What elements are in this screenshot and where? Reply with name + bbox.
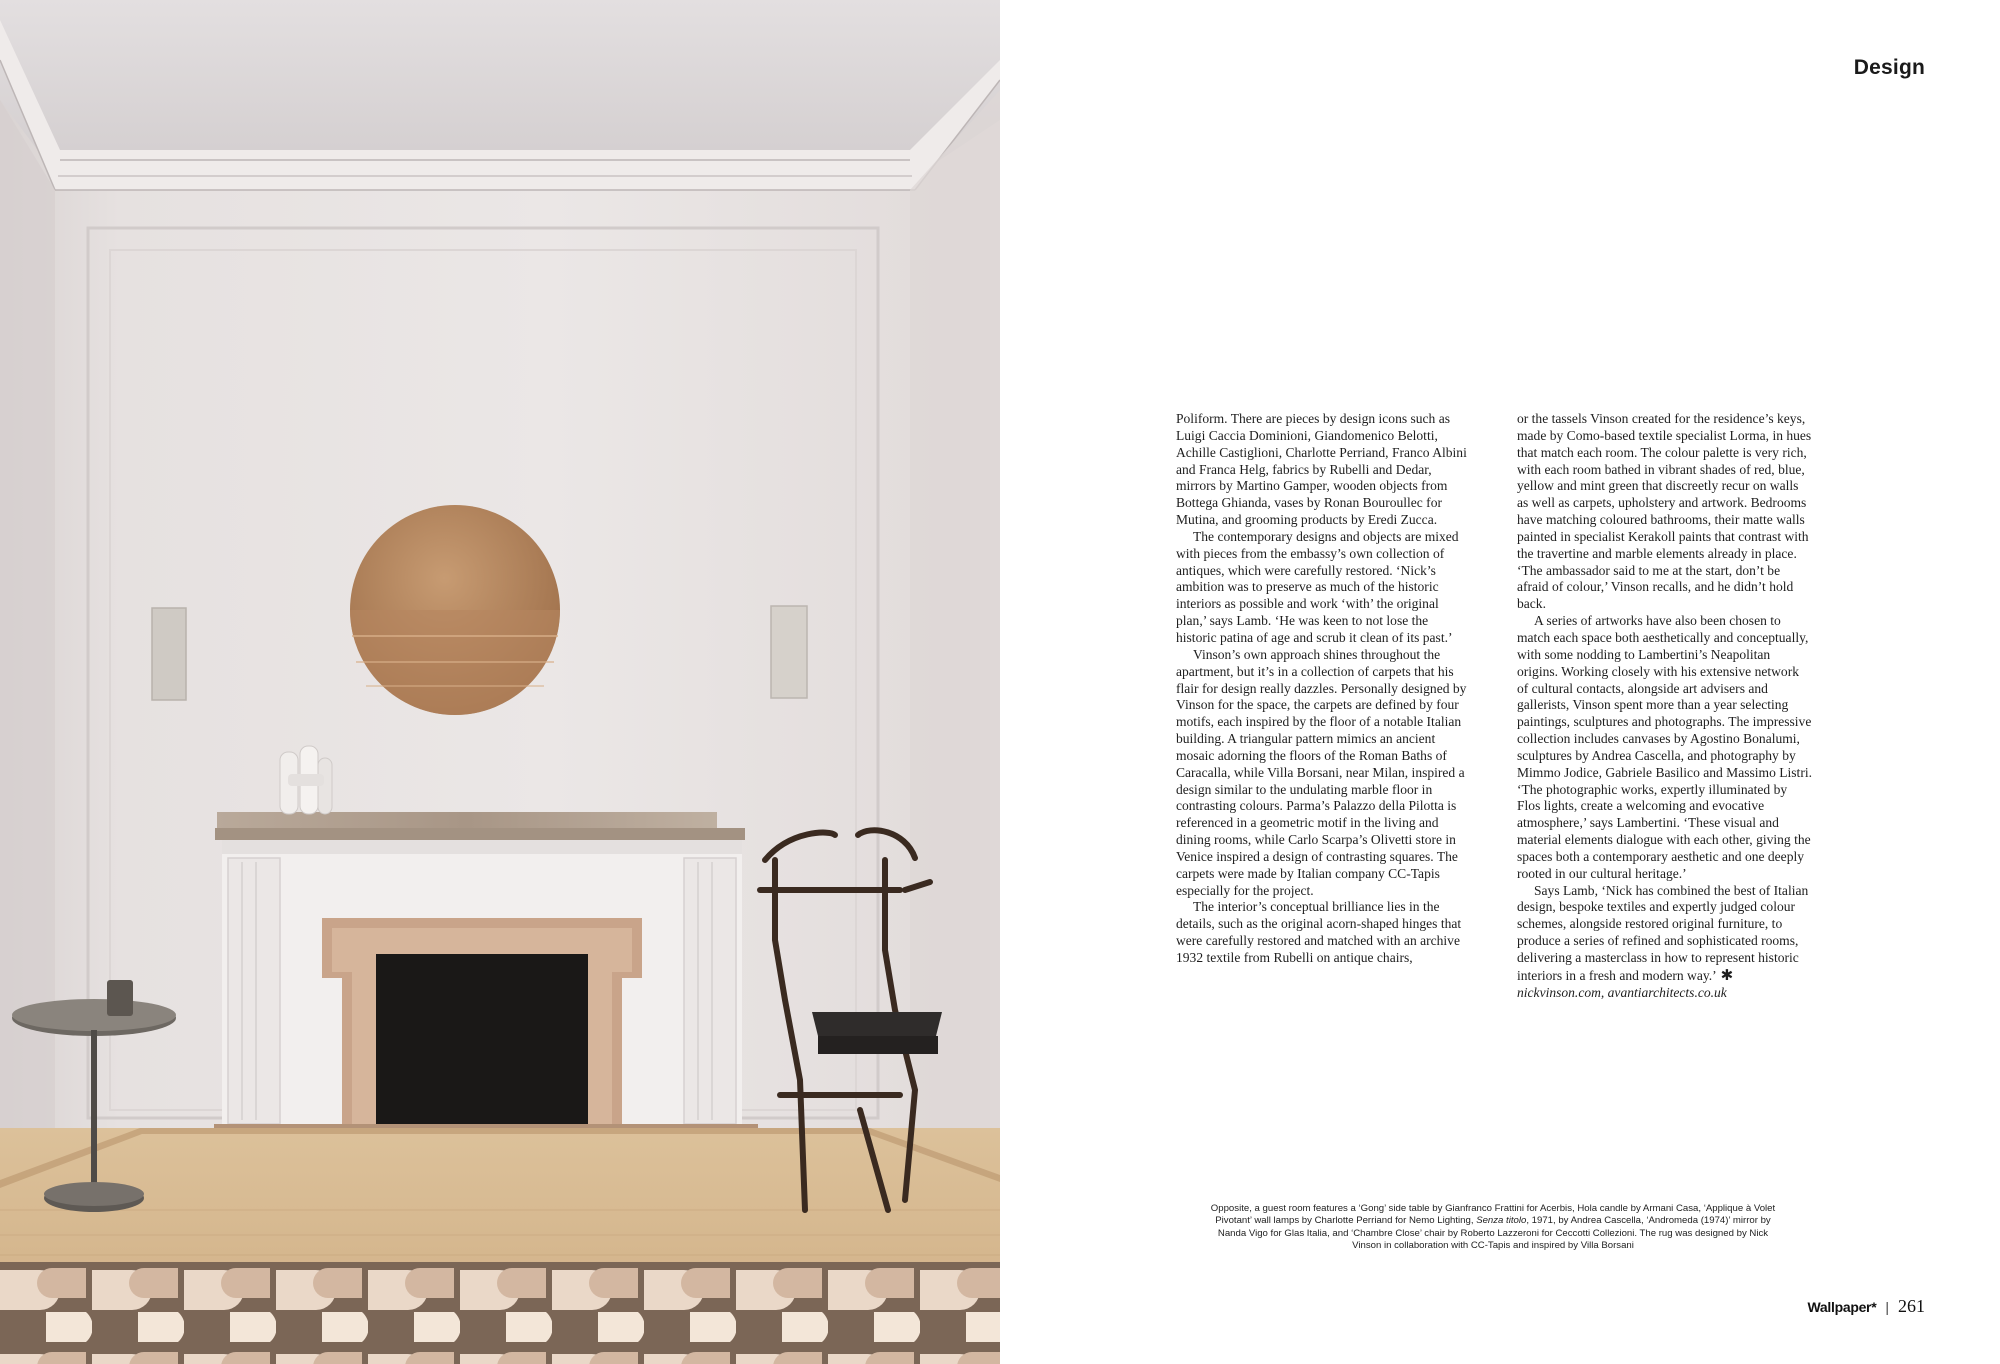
- final-paragraph: [1517, 883, 1813, 985]
- photo-caption: [1208, 1203, 1778, 1253]
- end-mark-icon: ✱: [1720, 965, 1734, 984]
- body-column-1: [1176, 411, 1472, 967]
- text-page: [1000, 0, 2000, 1364]
- section-label: Design: [1853, 56, 1925, 79]
- caption-artwork-title: Senza titolo: [1476, 1215, 1527, 1227]
- paragraph: or the tassels Vinson created for the residence’s keys, made by Como-based textile specialist Lorma, in hues that match each room. The colour palette is very rich, with each room bathed in vibrant shades of red, blue, yellow and mint green that discreetly recur on walls as well as carpets, upholstery and artwork. Bedrooms have matching coloured bathrooms, their matte walls painted in specialist Kerakoll paints that contrast with the travertine and marble elements already in place. ‘The ambassador said to me at the start, don’t be afraid of colour,’ Vinson recalls, and he didn’t hold back.: [1517, 411, 1812, 612]
- paragraph: The interior’s conceptual brilliance lies in the details, such as the original acorn-shaped hinges that were carefully restored and matched with an archive 1932 textile from Rubelli on antique chairs,: [1176, 899, 1462, 965]
- paragraph: A series of artworks have also been chosen to match each space both aesthetically and conceptually, with some nodding to Lambertini’s Neapolitan origins. Working closely with his extensive network of cultural contacts, alongside art advisers and gallerists, Vinson spent more than a year selecting paintings, sculptures and photographs. The impressive collection includes canvases by Agostino Bonalumi, sculptures by Andrea Cascella, and photography by Mimmo Jodice, Gabriele Basilico and Massimo Listri. ‘The photographic works, expertly illuminated by Flos lights, create a welcoming and evocative atmosphere,’ says Lambertini. ‘These visual and material elements dialogue with each other, giving the spaces both a contemporary aesthetic and one deeply rooted in our cultural heritage.’: [1517, 613, 1812, 881]
- paragraph-text: Says Lamb, ‘Nick has combined the best of Italian design, bespoke textiles and expertly judged colour schemes, alongside restored original furniture, to produce a series of refined and sophisticated rooms, delivering a masterclass in how to represent historic interiors in a fresh and modern way.’: [1517, 882, 1809, 983]
- body-column-2: [1517, 411, 1813, 1002]
- website-credits: nickvinson.com, avantiarchitects.co.uk: [1517, 984, 1727, 1000]
- paragraph: Vinson’s own approach shines throughout the apartment, but it’s in a collection of carpets that his flair for design really dazzles. Personally designed by Vinson for the space, the carpets are defined by four motifs, each inspired by the floor of a notable Italian building. A triangular pattern mimics an ancient mosaic adorning the floors of the Roman Baths of Caracalla, while Villa Borsani, near Milan, inspired a design similar to the undulating marble floor in contrasting colours. Parma’s Palazzo della Pilotta is referenced in a geometric motif in the living and dining rooms, while Carlo Scarpa’s Olivetti store in Venice inspired a design of contrasting squares. The carpets were made by Italian company CC-Tapis especially for the project.: [1176, 646, 1467, 898]
- caption-text-end: , 1971, by Andrea Cascella, ‘Andromeda (1974)’ mirror by Nanda Vigo for Glas Italia, and ‘Chambre Close’ chair by Roberto Lazzeroni for Ceccotti Collezioni. The rug was designed by Nick Vinson in collaboration with CC-Tapis and inspired by Villa Borsani: [1217, 1215, 1771, 1252]
- paragraph: The contemporary designs and objects are mixed with pieces from the embassy’s own collection of antiques, which were carefully restored. ‘Nick’s ambition was to preserve as much of the historic interiors as possible and work ‘with’ the original plan,’ says Lamb. ‘He was keen to not lose the historic patina of age and scrub it clean of its past.’: [1176, 528, 1459, 645]
- magazine-logo: Wallpaper*: [1807, 1299, 1877, 1315]
- paragraph: Poliform. There are pieces by design icons such as Luigi Caccia Dominioni, Giandomenico Belotti, Achille Castiglioni, Charlotte Perriand, Franco Albini and Franca Helg, fabrics by Rubelli and Dedar, mirrors by Martino Gamper, wooden objects from Bottega Ghianda, vases by Ronan Bouroullec for Mutina, and grooming products by Eredi Zucca.: [1176, 411, 1467, 528]
- caption-text-start: Opposite, a guest room features a ‘Gong’ side table by Gianfranco Frattini for Acerbis, Hola candle by Armani Casa, ‘Applique à Volet Pivotant’ wall lamps by Charlotte Perriand for Nemo Lighting,: [1210, 1203, 1776, 1227]
- page-number: 261: [1898, 1296, 1925, 1316]
- folio-separator: |: [1885, 1299, 1889, 1315]
- page-footer: [1808, 1296, 1925, 1317]
